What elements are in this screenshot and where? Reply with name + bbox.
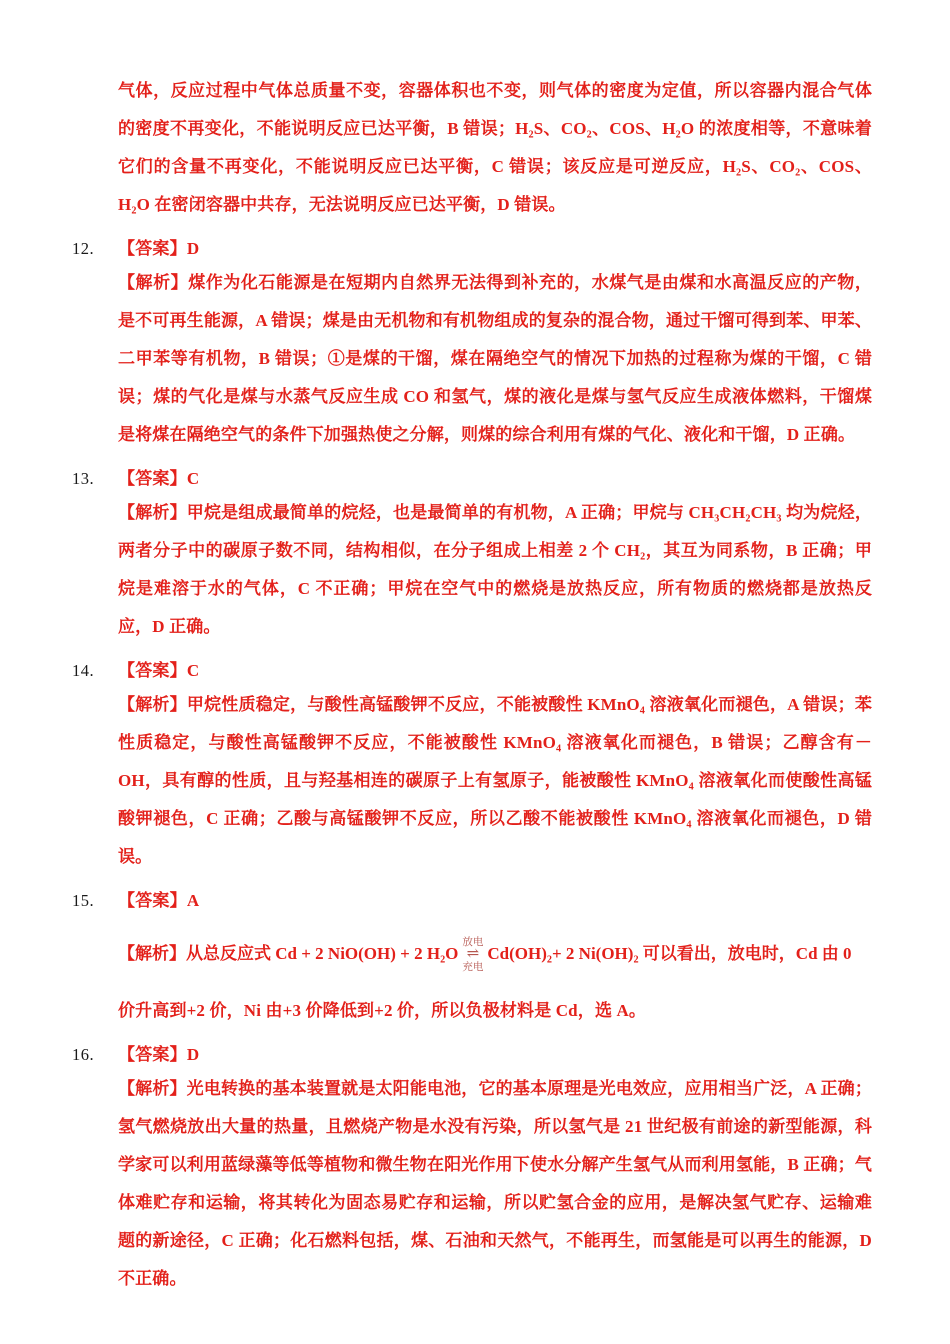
answer-item-15 — [0, 886, 950, 1030]
reversible-reaction-arrow — [462, 936, 483, 973]
spacer — [0, 1030, 950, 1040]
answer-line-13 — [118, 464, 872, 494]
answer-label-12: 【答案】 — [118, 239, 187, 258]
continued-explanation-text: 气体，反应过程中气体总质量不变，容器体积也不变，则气体的密度为定值，所以容器内混合气体的密度不再变化，不能说明反应已达平衡，B 错误；H₂S、CO₂、COS、H₂O 的浓度相等，不意味着它们的含量不再变化，不能说明反应已达平衡，C 错误；该反应是可逆反应，H₂S、CO₂、COS、H₂O 在密闭容器中共存，无法说明反应已达平衡，D 错误。 — [118, 81, 872, 214]
answer-line-14 — [118, 656, 872, 686]
analysis-12 — [118, 264, 872, 454]
equation-suffix: Cd(OH)₂+ 2 Ni(OH)₂ 可以看出，放电时，Cd 由 0 — [487, 944, 852, 963]
answer-label-14: 【答案】 — [118, 661, 187, 680]
spacer — [0, 454, 950, 464]
arrow-bottom-label: 充电 — [462, 960, 484, 973]
equation-prefix: 从总反应式 Cd + 2 NiO(OH) + 2 H₂O — [186, 944, 459, 963]
answer-line-12 — [118, 234, 872, 264]
question-number-16: 16. — [72, 1045, 95, 1064]
answer-item-14 — [0, 656, 950, 876]
document-content — [0, 72, 950, 1298]
answer-value-13: C — [186, 469, 200, 488]
analysis-label-12: 【解析】 — [118, 273, 189, 292]
spacer — [0, 876, 950, 886]
question-number-12: 12. — [72, 239, 95, 258]
answer-item-13 — [0, 464, 950, 646]
equilibrium-arrow-icon: ⇌ — [466, 945, 480, 962]
continued-explanation-block — [0, 72, 950, 224]
answer-label-16: 【答案】 — [118, 1045, 187, 1064]
analysis-label-16: 【解析】 — [118, 1079, 187, 1098]
analysis-15-tail: 价升高到+2 价，Ni 由+3 价降低到+2 价，所以负极材料是 Cd，选 A。 — [118, 1001, 647, 1020]
answer-value-16: D — [186, 1045, 200, 1064]
question-number-14: 14. — [72, 661, 95, 680]
spacer — [0, 224, 950, 234]
analysis-label-14: 【解析】 — [118, 695, 187, 714]
analysis-13 — [118, 494, 872, 646]
answer-value-14: C — [186, 661, 200, 680]
answer-value-15: A — [186, 891, 200, 910]
answer-label-15: 【答案】 — [118, 891, 187, 910]
question-number-13: 13. — [72, 469, 95, 488]
spacer — [0, 976, 950, 992]
analysis-14 — [118, 686, 872, 876]
answer-item-16 — [0, 1040, 950, 1298]
analysis-15-equation-line — [118, 932, 872, 976]
analysis-text-14: 甲烷性质稳定，与酸性高锰酸钾不反应，不能被酸性 KMnO₄ 溶液氧化而褪色，A 错误；苯性质稳定，与酸性高锰酸钾不反应，不能被酸性 KMnO₄ 溶液氧化而褪色，B 错误；乙醇含有－OH，具有醇的性质，且与羟基相连的碳原子上有氢原子，能被酸性 KMnO₄ 溶液氧化而使酸性高锰酸钾褪色，C 正确；乙酸与高锰酸钾不反应，所以乙酸不能被酸性 KMnO₄ 溶液氧化而褪色，D 错误。 — [118, 695, 872, 866]
arrow-top-label: 放电 — [462, 935, 484, 948]
analysis-16 — [118, 1070, 872, 1298]
analysis-label-13: 【解析】 — [118, 503, 187, 522]
answer-item-12 — [0, 234, 950, 454]
analysis-text-13: 甲烷是组成最简单的烷烃，也是最简单的有机物，A 正确；甲烷与 CH₃CH₂CH₃ 均为烷烃，两者分子中的碳原子数不同，结构相似，在分子组成上相差 2 个 CH₂，其互为同系物，B 正确；甲烷是难溶于水的气体，C 不正确；甲烷在空气中的燃烧是放热反应，所有物质的燃烧都是放热反应，D 正确。 — [118, 503, 872, 636]
answer-value-12: D — [186, 239, 200, 258]
question-number-15: 15. — [72, 891, 95, 910]
answer-label-13: 【答案】 — [118, 469, 187, 488]
analysis-label-15: 【解析】 — [118, 944, 186, 963]
answer-line-15 — [118, 886, 872, 916]
analysis-text-12: 煤作为化石能源是在短期内自然界无法得到补充的，水煤气是由煤和水高温反应的产物，是不可再生能源，A 错误；煤是由无机物和有机物组成的复杂的混合物，通过干馏可得到苯、甲苯、二甲苯等有机物，B 错误；①是煤的干馏，煤在隔绝空气的情况下加热的过程称为煤的干馏，C 错误；煤的气化是煤与水蒸气反应生成 CO 和氢气，煤的液化是煤与氢气反应生成液体燃料，干馏煤是将煤在隔绝空气的条件下加强热使之分解，则煤的综合利用有煤的气化、液化和干馏，D 正确。 — [118, 273, 872, 444]
answer-line-16 — [118, 1040, 872, 1070]
analysis-text-16: 光电转换的基本装置就是太阳能电池，它的基本原理是光电效应，应用相当广泛，A 正确；氢气燃烧放出大量的热量，且燃烧产物是水没有污染，所以氢气是 21 世纪极有前途的新型能源，科学家可以利用蓝绿藻等低等植物和微生物在阳光作用下使水分解产生氢气从而利用氢能，B 正确；气体难贮存和运输，将其转化为固态易贮存和运输，所以贮氢合金的应用，是解决氢气贮存、运输难题的新途径，C 正确；化石燃料包括，煤、石油和天然气，不能再生，而氢能是可以再生的能源，D 不正确。 — [118, 1079, 872, 1288]
spacer — [0, 916, 950, 932]
spacer — [0, 646, 950, 656]
